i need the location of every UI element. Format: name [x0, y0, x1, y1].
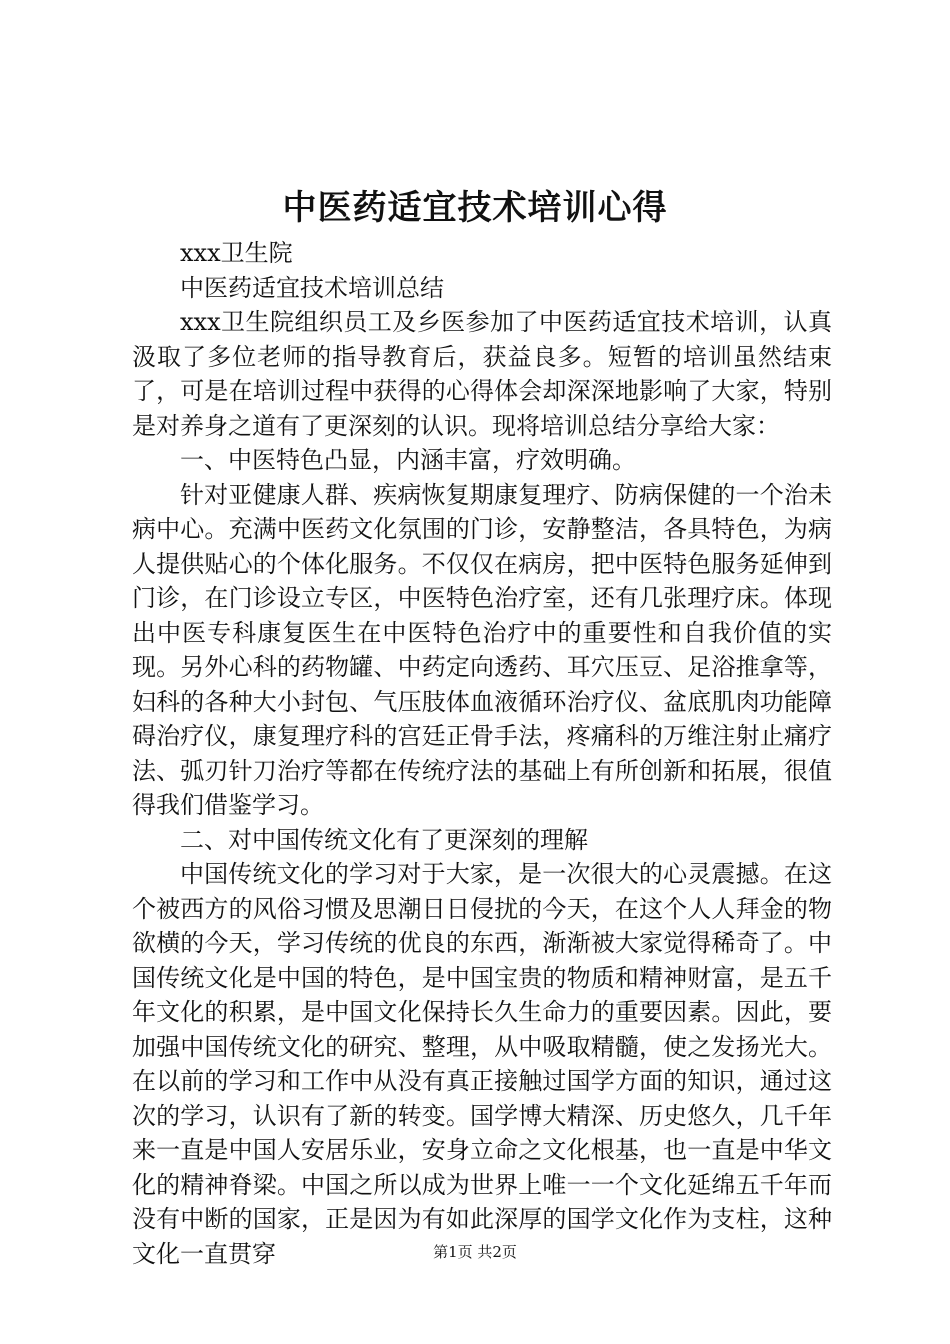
section-heading-2: 二、对中国传统文化有了更深刻的理解 — [180, 825, 588, 854]
document-title: 中医药适宜技术培训心得 — [282, 188, 668, 228]
paragraph-section-1: 针对亚健康人群、疾病恢复期康复理疗、防病保健的一个治未病中心。充满中医药文化氛围的门诊，安静整洁，各具特色，为病人提供贴心的个体化服务。不仅仅在病房，把中医特色服务延伸到门诊，在门诊设立专区，中医特色治疗室，还有几张理疗床。体现出中医专科康复医生在中医特色治疗中的重要性和自我价值的实现。另外心科的药物罐、中药定向透药、耳穴压豆、足浴推拿等，妇科的各种大小封包、气压肢体血液循环治疗仪、盆底肌肉功能障碍治疗仪，康复理疗科的宫廷正骨手法，疼痛科的万维注射止痛疗法、弧刃针刀治疗等都在传统疗法的基础上有所创新和拓展，很值得我们借鉴学习。 — [132, 480, 832, 819]
section-heading-1: 一、中医特色凸显，内涵丰富，疗效明确。 — [180, 446, 636, 474]
paragraph-subtitle: 中医药适宜技术培训总结 — [180, 273, 444, 302]
document-body — [132, 236, 832, 1271]
paragraph-section-2: 中国传统文化的学习对于大家，是一次很大的心灵震撼。在这个被西方的风俗习惯及思潮日日侵扰的今天，在这个人人拜金的物欲横的今天，学习传统的优良的东西，渐渐被大家觉得稀奇了。中国传统文化是中国的特色，是中国宝贵的物质和精神财富，是五千年文化的积累，是中国文化保持长久生命力的重要因素。因此，要加强中国传统文化的研究、整理，从中吸取精髓，使之发扬光大。在以前的学习和工作中从没有真正接触过国学方面的知识，通过这次的学习，认识有了新的转变。国学博大精深、历史悠久，几千年来一直是中国人安居乐业，安身立命之文化根基，也一直是中华文化的精神脊梁。中国之所以成为世界上唯一一个文化延绵五千年而没有中断的国家，正是因为有如此深厚的国学文化作为支柱，这种文化一直贯穿 — [132, 860, 832, 1268]
page-footer: 第1页 共2页 — [433, 1243, 517, 1261]
paragraph-intro: xxx卫生院组织员工及乡医参加了中医药适宜技术培训，认真汲取了多位老师的指导教育后，获益良多。短暂的培训虽然结束了，可是在培训过程中获得的心得体会却深深地影响了大家，特别是对养身之道有了更深刻的认识。现将培训总结分享给大家： — [132, 308, 832, 440]
paragraph-organization: xxx卫生院 — [180, 239, 293, 267]
